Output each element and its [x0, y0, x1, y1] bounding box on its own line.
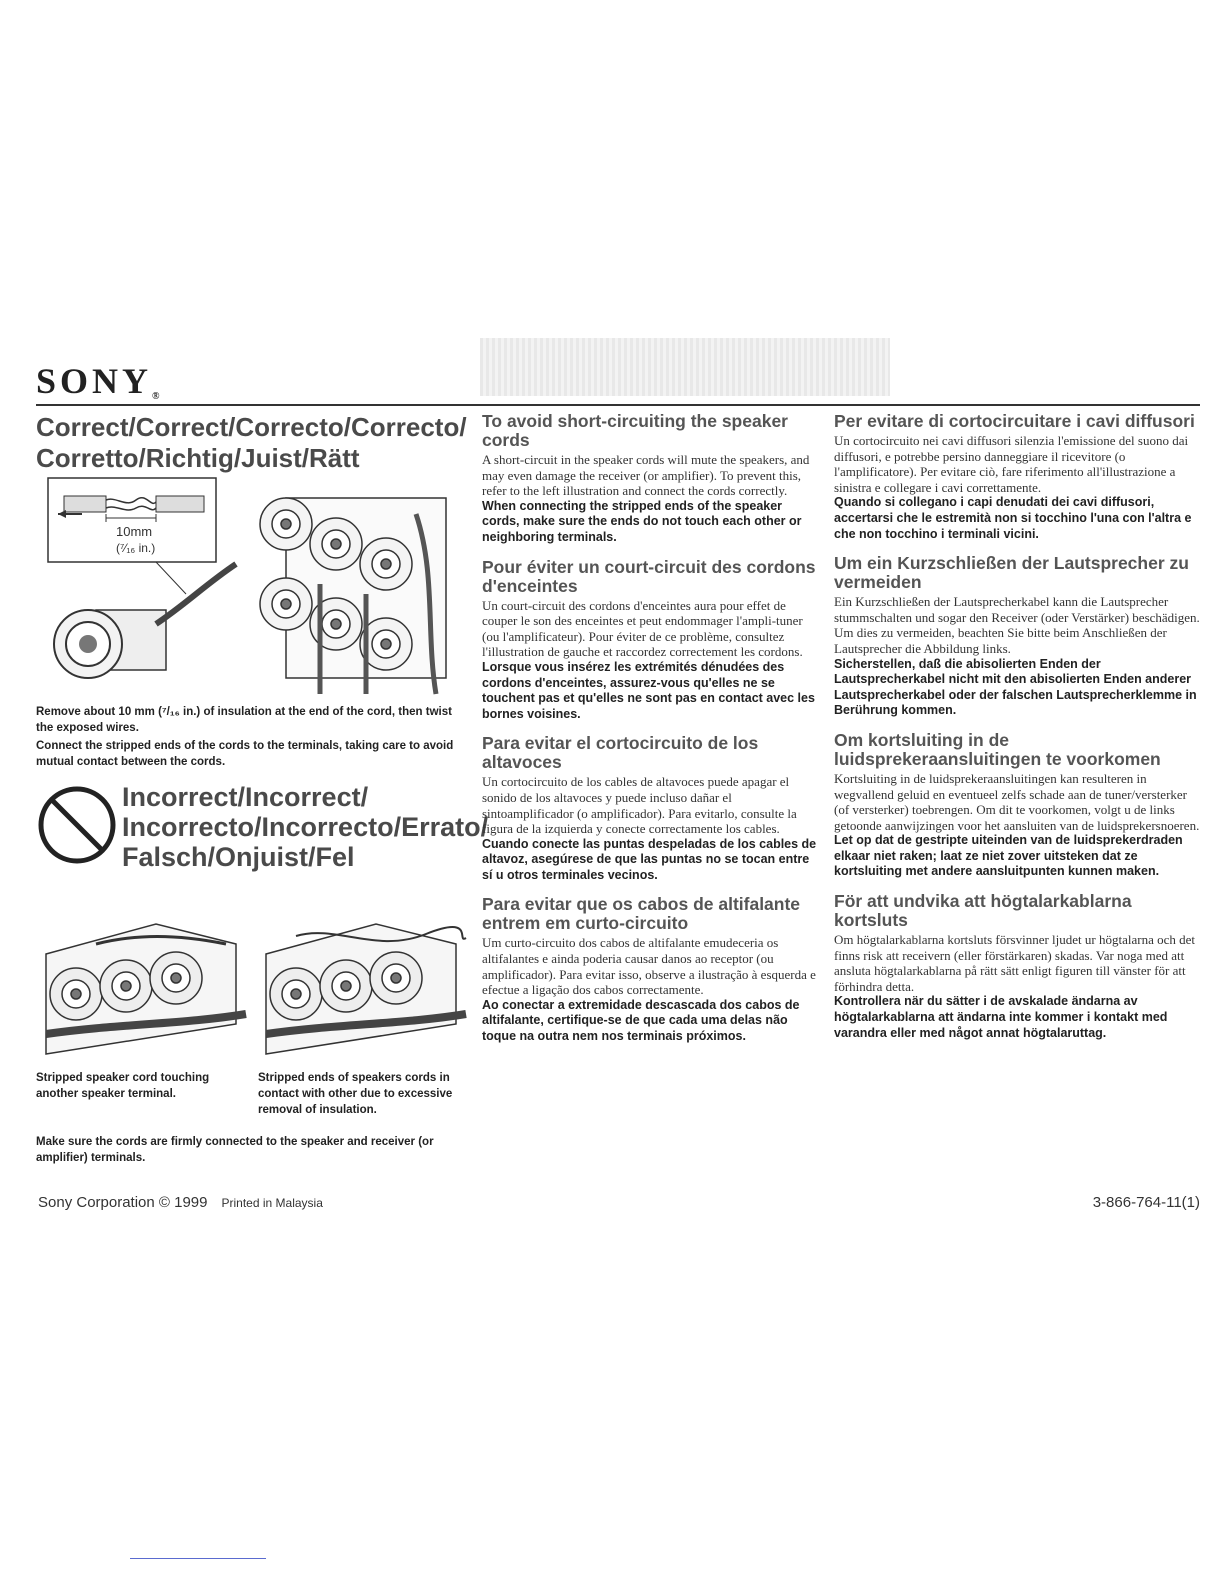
- company-copyright: Sony Corporation © 1999: [38, 1194, 208, 1211]
- right-column: [834, 412, 1200, 1053]
- caption-cord-touching: Stripped speaker cord touching another speaker terminal.: [36, 1072, 210, 1100]
- middle-column: [482, 412, 818, 1057]
- header-divider: [36, 404, 1200, 406]
- brand-name: SONY: [36, 361, 153, 401]
- section-title: Um ein Kurzschließen der Lautsprecher zu vermeiden: [834, 553, 1189, 593]
- section-note: Kontrollera när du sätter i de avskalade ändarna av högtalarkablarna att ändarna inte kommer i kontakt med varandra eller med något annat högtalaruttag.: [834, 994, 1168, 1040]
- correct-title: Correct/Correct/Correcto/Correcto/ Corretto/Richtig/Juist/Rätt: [36, 412, 467, 473]
- part-number: 3-866-764-11(1): [1092, 1194, 1200, 1211]
- incorrect-title: Incorrect/Incorrect/ Incorrecto/Incorrecto/Errato/ Falsch/Onjuist/Fel: [122, 782, 489, 872]
- section-note: Sicherstellen, daß die abisolierten Enden der Lautsprecherkabel nicht mit den abisolierten Enden anderer Lautsprecherkabel oder der falschen Lautsprecherklemme in Berührung kommen.: [834, 656, 1197, 718]
- strip-length-inch-label: (⁷⁄₁₆ in.): [116, 541, 156, 555]
- bottom-underline: [130, 1558, 266, 1559]
- scan-artifact-band: [480, 338, 890, 396]
- section-title: För att undvika att högtalarkablarna kortsluts: [834, 891, 1132, 931]
- strip-length-label: 10mm: [116, 524, 153, 539]
- section-note: Lorsque vous insérez les extrémités dénudées des cordons d'enceintes, assurez-vous qu'elles ne se touchent pas et qu'elles ne sont pas en contact avec les bornes voisines.: [482, 659, 815, 721]
- section-title: Para evitar que os cabos de altifalante entrem em curto-circuito: [482, 894, 801, 934]
- section-swedish: [834, 892, 1200, 1041]
- caption-remove-insulation: Remove about 10 mm (⁷/₁₆ in.) of insulation at the end of the cord, then twist the exposed wires.: [36, 706, 452, 734]
- incorrect-cord-touching-illustration: [36, 914, 250, 1064]
- correct-connection-illustration: [36, 474, 476, 700]
- section-title: To avoid short-circuiting the speaker cords: [482, 411, 788, 450]
- section-title: Pour éviter un court-circuit des cordons d'enceintes: [482, 556, 816, 596]
- section-german: [834, 554, 1200, 719]
- section-dutch: [834, 731, 1200, 880]
- section-italian: [834, 412, 1200, 542]
- section-body: Un court-circuit des cordons d'enceintes aura pour effet de couper le son des enceintes et peut endommager l'ampli-tuner (ou l'amplificateur). Pour éviter de ce problème, consultez l'illustration de gauche et raccordez correctement les cordons.: [482, 597, 803, 660]
- section-body: Om högtalarkablarna kortsluts försvinner ljudet ur högtalarna och det finns risk att receivern (eller förstärkaren) skadas. Var noga med att ansluta högtalarkablarna på rätt sätt enligt figuren till vänster för att förhindra detta.: [834, 932, 1196, 994]
- section-body: Kortsluiting in de luidsprekeraansluitingen kan resulteren in wegvallend geluid en eventueel zelfs schade aan de tuner/versterker (of versterker) toebrengen. Om dit te voorkomen, volgt u de links getoonde aanwijzingen voor het aansluiten van de luidsprekersnoeren.: [834, 770, 1200, 833]
- prohibited-icon: [36, 784, 118, 866]
- incorrect-excess-stripping-illustration: [256, 914, 470, 1064]
- section-body: A short-circuit in the speaker cords will mute the speakers, and may even damage the receiver (or amplifier). To prevent this, refer to the left illustration and connect the cords correctly.: [482, 452, 810, 499]
- caption-make-sure: Make sure the cords are firmly connected to the speaker and receiver (or amplifier) terminals.: [36, 1136, 434, 1164]
- section-french: [482, 558, 818, 723]
- section-portuguese: [482, 895, 818, 1044]
- section-note: Let op dat de gestripte uiteinden van de luidsprekerdraden elkaar niet raken; laat ze niet zover uitsteken dat ze kortsluiting met andere aansluitpunten kunnen maken.: [834, 833, 1183, 879]
- caption-excess-stripping: Stripped ends of speakers cords in contact with other due to excessive removal of insulation.: [258, 1072, 453, 1116]
- section-note: When connecting the stripped ends of the speaker cords, make sure the ends do not touch each other or neighboring terminals.: [482, 498, 802, 544]
- section-spanish: [482, 734, 818, 883]
- section-body: Un cortocircuito nei cavi diffusori silenzia l'emissione del suono dai diffusori, e potrebbe persino danneggiare il ricevitore (o l'amplificatore). Per evitare ciò, fare riferimento all'illustrazione a sinistra e collegare i cavi correttamente.: [834, 433, 1189, 495]
- sony-logo: [36, 360, 160, 402]
- section-title: Per evitare di cortocircuitare i cavi diffusori: [834, 411, 1195, 431]
- section-title: Para evitar el cortocircuito de los altavoces: [482, 733, 759, 773]
- section-note: Cuando conecte las puntas despeladas de los cables de altavoz, asegúrese de que las puntas no se tocan entre sí u otros terminales vecinos.: [482, 836, 817, 882]
- section-note: Ao conectar a extremidade descascada dos cabos de altifalante, certifique-se de que cada uma delas não toque na outra nem nos terminais próximos.: [482, 997, 800, 1044]
- caption-connect-terminals: Connect the stripped ends of the cords to the terminals, taking care to avoid mutual contact between the cords.: [36, 740, 454, 768]
- section-body: Un cortocircuito de los cables de altavoces puede apagar el sonido de los altavoces y puede incluso dañar el sintoamplificador (o amplificador). Para evitarlo, consulte la figura de la izquierda y conecte correctamente los cables.: [482, 774, 797, 837]
- registered-mark: ®: [152, 391, 160, 402]
- section-body: Um curto-circuito dos cabos de altifalante emudeceria os altifalantes e ainda poderia causar danos ao receptor (ou amplificador). Para evitar isso, observe a ilustração à esquerda e efectue a ligação dos cabos correctamente.: [482, 935, 816, 998]
- footer-copyright: [38, 1194, 323, 1211]
- section-title: Om kortsluiting in de luidsprekeraansluitingen te voorkomen: [834, 729, 1161, 769]
- section-body: Ein Kurzschließen der Lautsprecherkabel kann die Lautsprecher stummschalten und sogar den Receiver (oder Verstärker) beschädigen. Um dies zu vermeiden, beachten Sie bitte beim Anschließen der Lautsprecher die Abbildung links.: [834, 594, 1200, 656]
- section-note: Quando si collegano i capi denudati dei cavi diffusori, accertarsi che le estremità non si tocchino l'una con l'altra e che non tocchino i terminali vicini.: [834, 495, 1192, 541]
- printed-in: Printed in Malaysia: [221, 1196, 323, 1210]
- section-english: [482, 412, 818, 546]
